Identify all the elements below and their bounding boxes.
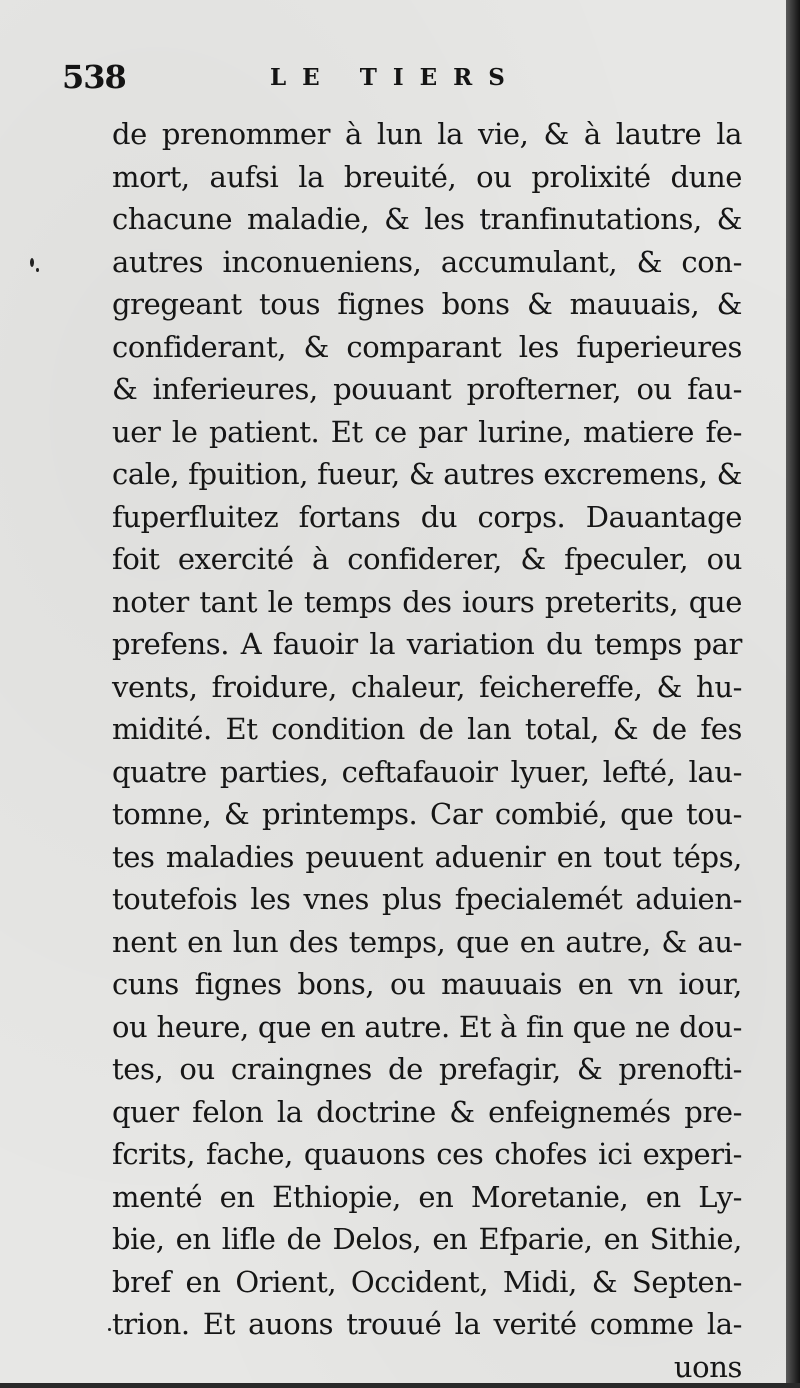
text-line: tes, ou craingnes de prefagir, & prenofti- (112, 1048, 742, 1091)
text-line: vents, froidure, chaleur, feichereffe, & hu- (112, 666, 742, 709)
body-text (112, 113, 742, 1388)
text-line: gregeant tous fignes bons & mauuais, & (112, 283, 742, 326)
text-line: fuperfluitez fortans du corps. Dauantage (112, 496, 742, 539)
text-line: tomne, & printemps. Car combié, que tou- (112, 793, 742, 836)
margin-speck (30, 258, 34, 267)
text-line: trion. Et auons trouué la verité comme la- (112, 1303, 742, 1346)
margin-speck (108, 1328, 111, 1331)
catchword: uons (112, 1346, 742, 1388)
text-line: nent en lun des temps, que en autre, & au- (112, 921, 742, 964)
binding-gutter (786, 0, 800, 1383)
text-line: bie, en lifle de Delos, en Efparie, en Sithie, (112, 1218, 742, 1261)
text-line: autres inconueniens, accumulant, & con- (112, 241, 742, 284)
text-line: midité. Et condition de lan total, & de fes (112, 708, 742, 751)
text-line: chacune maladie, & les tranfinutations, & (112, 198, 742, 241)
text-line: foit exercité à confiderer, & fpeculer, ou (112, 538, 742, 581)
text-line: cale, fpuition, fueur, & autres excremens, & (112, 453, 742, 496)
text-line: menté en Ethiopie, en Moretanie, en Ly- (112, 1176, 742, 1219)
text-line: uer le patient. Et ce par lurine, matiere fe- (112, 411, 742, 454)
text-line: ou heure, que en autre. Et à fin que ne dou- (112, 1006, 742, 1049)
text-line: prefens. A fauoir la variation du temps par (112, 623, 742, 666)
text-line: bref en Orient, Occident, Midi, & Septen- (112, 1261, 742, 1304)
text-line: mort, aufsi la breuité, ou prolixité dune (112, 156, 742, 199)
margin-speck (36, 268, 39, 272)
text-line: de prenommer à lun la vie, & à lautre la (112, 113, 742, 156)
page-header (62, 58, 752, 102)
running-head: LE TIERS (270, 64, 521, 91)
text-line: quatre parties, ceftafauoir lyuer, lefté, lau- (112, 751, 742, 794)
text-line: quer felon la doctrine & enfeignemés pre- (112, 1091, 742, 1134)
text-line: confiderant, & comparant les fuperieures (112, 326, 742, 369)
text-line: & inferieures, pouuant profterner, ou fau- (112, 368, 742, 411)
text-line: fcrits, fache, quauons ces chofes ici experi- (112, 1133, 742, 1176)
text-line: tes maladies peuuent aduenir en tout téps, (112, 836, 742, 879)
text-line: noter tant le temps des iours preterits, que (112, 581, 742, 624)
page-number: 538 (62, 58, 126, 96)
text-line: cuns fignes bons, ou mauuais en vn iour, (112, 963, 742, 1006)
text-line: toutefois les vnes plus fpecialemét aduien- (112, 878, 742, 921)
